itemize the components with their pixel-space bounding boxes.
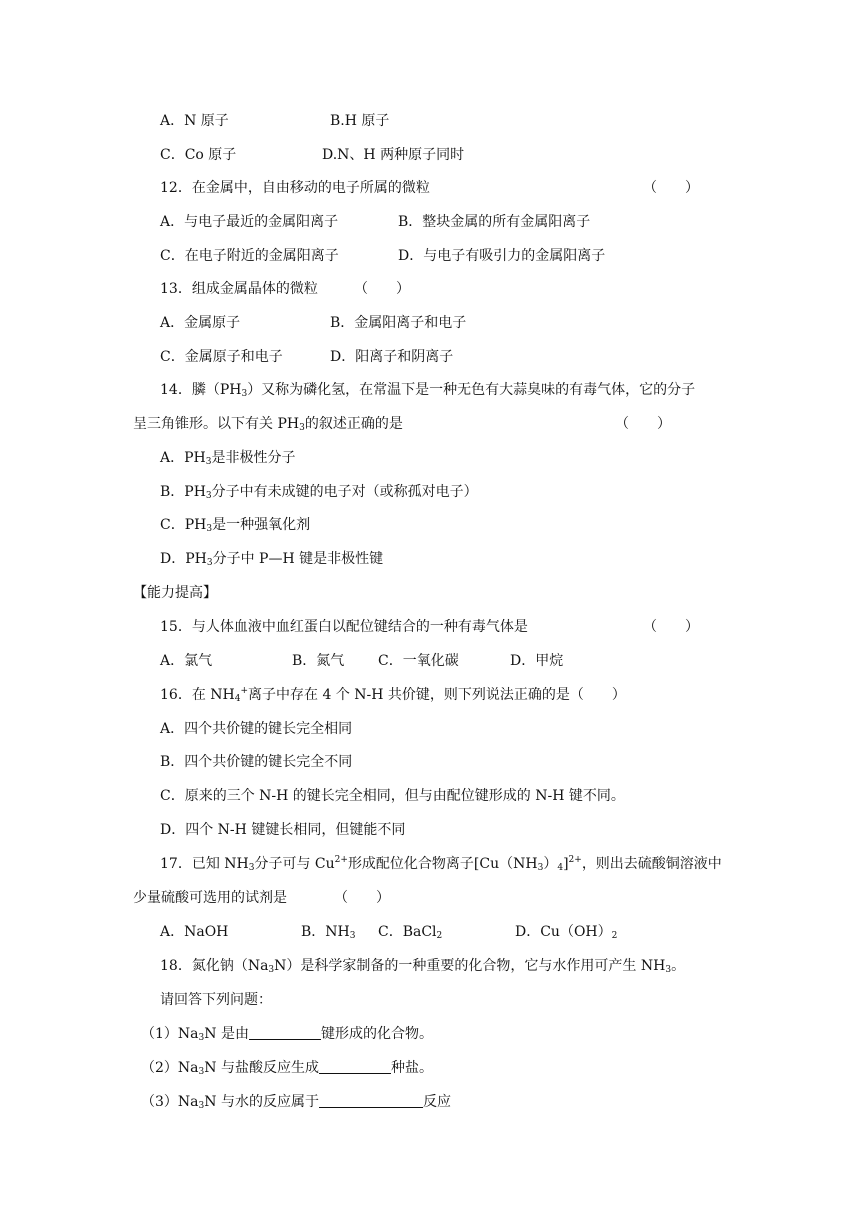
- q17-option-a: A．NaOH: [160, 924, 229, 940]
- q15-stem: 15．与人体血液中血红蛋白以配位键结合的一种有毒气体是: [160, 619, 528, 635]
- q13-option-b: B．金属阳离子和电子: [330, 315, 467, 331]
- q11-option-d: D.N、H 两种原子同时: [322, 147, 465, 163]
- q14-option-b: B．$PH_3$分子中有未成键的电子对（或称孤对电子）: [160, 484, 478, 501]
- q15-option-a: A．氯气: [160, 653, 213, 669]
- q18-prompt: 请回答下列问题：: [160, 992, 272, 1008]
- section-heading: 【能力提高】: [133, 585, 217, 601]
- q14-option-a: A．$PH_3$是非极性分子: [160, 450, 296, 467]
- q15-option-b: B．氮气: [292, 653, 345, 669]
- q11-option-c: C．Co 原子: [160, 147, 237, 163]
- q15-option-d: D．甲烷: [510, 653, 564, 669]
- q18-stem: 18．氮化钠$(Na_3N)$是科学家制备的一种重要的化合物，它与水作用可产生 $NH_3$。: [160, 958, 686, 975]
- q12-option-b: B．整块金属的所有金属阳离子: [398, 214, 591, 230]
- q17-option-b: B．$NH_3$: [301, 924, 356, 941]
- q16-option-c: C．原来的三个 N-H 的键长完全相同，但与由配位键形成的 N-H 键不同。: [160, 788, 625, 804]
- q17-stem-line2: 少量硫酸可选用的试剂是: [133, 890, 287, 906]
- q17-option-c: C．BaCl$_2$: [378, 924, 443, 941]
- q15-option-c: C．一氧化碳: [378, 653, 459, 669]
- q13-option-c: C．金属原子和电子: [160, 349, 283, 365]
- q16-option-d: D．四个 N-H 键键长相同，但键能不同: [160, 822, 406, 838]
- q16-option-b: B．四个共价键的键长完全不同: [160, 754, 353, 770]
- q16-option-a: A．四个共价键的键长完全相同: [160, 721, 353, 737]
- q14-stem-line2: 呈三角锥形。以下有关 $PH_3$的叙述正确的是: [133, 416, 403, 433]
- q13-option-d: D．阳离子和阴离子: [330, 349, 454, 365]
- q15-answer-paren: （ ）: [643, 619, 699, 635]
- q12-option-c: C．在电子附近的金属阳离子: [160, 248, 339, 264]
- q18-blank-1[interactable]: [249, 1025, 321, 1040]
- q14-stem-line1: 14．膦$(PH_3)$又称为磷化氢，在常温下是一种无色有大蒜臭味的有毒气体，它的分子: [160, 382, 696, 399]
- q18-part-2: $(2)Na_3N$ 与盐酸反应生成 种盐。: [141, 1060, 433, 1077]
- q11-option-b: B.H 原子: [330, 113, 390, 129]
- q11-option-a: A．N 原子: [160, 113, 229, 129]
- q12-stem: 12．在金属中，自由移动的电子所属的微粒: [160, 180, 430, 196]
- q14-option-d: D．$PH_3$分子中 P—H 键是非极性键: [160, 551, 384, 568]
- q18-blank-3[interactable]: [319, 1093, 423, 1108]
- q17-stem-line1: 17．已知 $NH_3$分子可与 $Cu^{2+}$形成配位化合物离子$[Cu(NH_3)_4]^{2+}$，则出去硫酸铜溶液中: [160, 855, 722, 873]
- q18-blank-2[interactable]: [319, 1059, 391, 1074]
- q13-answer-paren: （ ）: [354, 281, 410, 297]
- q16-stem: 16．在 $NH_4^+$离子中存在 4 个 N-H 共价键，则下列说法正确的是（ ）: [160, 686, 626, 704]
- q12-answer-paren: （ ）: [643, 180, 699, 196]
- q14-answer-paren: （ ）: [615, 416, 671, 432]
- q12-option-a: A．与电子最近的金属阳离子: [160, 214, 339, 230]
- q13-option-a: A．金属原子: [160, 315, 241, 331]
- q18-part-1: $(1)Na_3N$ 是由 键形成的化合物。: [141, 1026, 433, 1043]
- q18-part-3: $(3)Na_3N$ 与水的反应属于 反应: [141, 1094, 451, 1111]
- q17-option-d: D．$Cu(OH)_2$: [515, 924, 618, 941]
- q14-option-c: C．$PH_3$是一种强氧化剂: [160, 517, 311, 534]
- q13-stem: 13．组成金属晶体的微粒: [160, 281, 318, 297]
- q12-option-d: D．与电子有吸引力的金属阳离子: [398, 248, 606, 264]
- q17-answer-paren: （ ）: [334, 890, 390, 906]
